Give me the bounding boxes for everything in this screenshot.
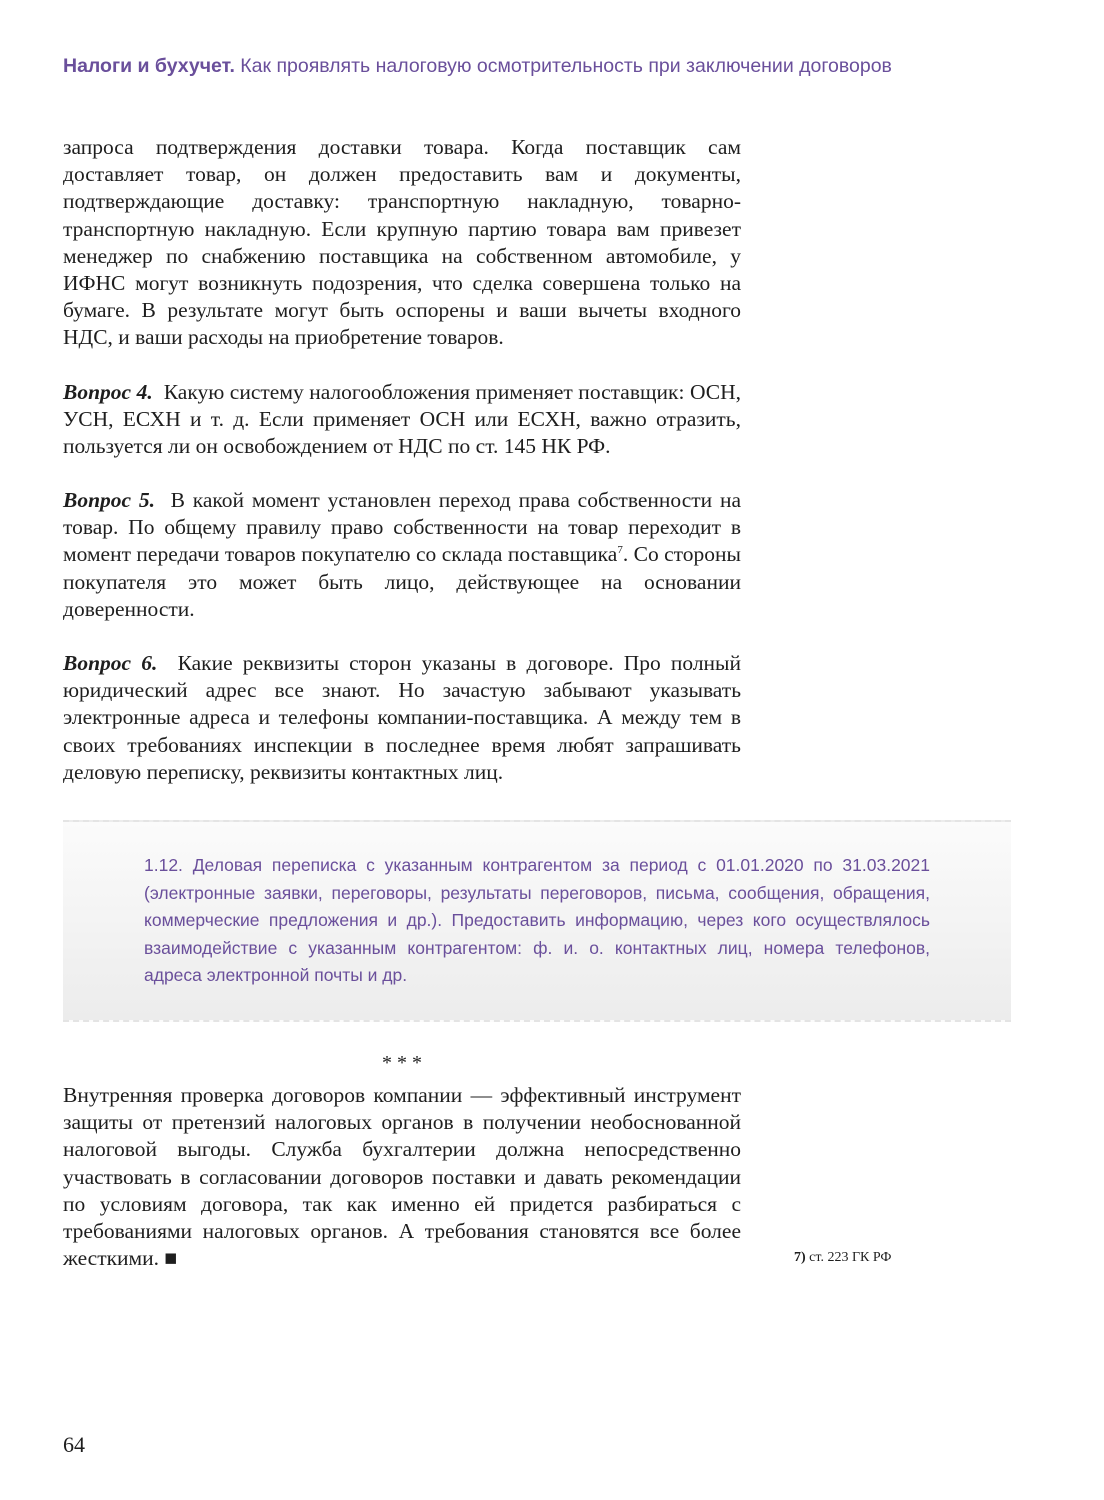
question-5-text-end: . Со стороны покупателя это может быть лицо, действующее на основании доверенности. xyxy=(63,542,741,621)
footnote-ref[interactable]: 7 xyxy=(617,544,623,557)
intro-paragraph: запроса подтверждения доставки товара. Когда поставщик сам доставляет товар, он должен предоставить вам и документы, подтверждающие доставку: транспортную накладную, товарно-транспортную накладную. Если крупную партию товара вам привезет менеджер по снабжению поставщика на собственном автомобиле, у ИФНС могут возникнуть подозрения, что сделка совершена только на бумаге. В результате могут быть оспорены и ваши вычеты входного НДС, и ваши расходы на приобретение товаров. xyxy=(63,135,741,350)
question-4-paragraph xyxy=(63,379,741,461)
intro-paragraph-block xyxy=(63,134,741,352)
question-4-label: Вопрос 4. xyxy=(63,380,153,404)
question-4-text: Какую систему налогообложения применяет поставщик: ОСН, УСН, ЕСХН и т. д. Если применяет ОСН или ЕСХН, важно отразить, пользуется ли он освобождением от НДС по ст. 145 НК РФ. xyxy=(63,380,742,459)
question-6-label: Вопрос 6. xyxy=(63,651,158,675)
question-5-label: Вопрос 5. xyxy=(63,488,156,512)
conclusion-block xyxy=(63,1082,741,1272)
conclusion-text: Внутренняя проверка договоров компании — эффективный инструмент защиты от претензий налоговых органов в получении необоснованной налоговой выгоды. Служба бухгалтерии должна непосредственно участвовать в согласовании договоров поставки и давать рекомендации по условиям договора, так как именно ей придется разбираться с требованиями налоговых органов. А требования становятся все более жесткими. xyxy=(63,1083,741,1271)
conclusion-paragraph xyxy=(63,1082,741,1272)
footnote-text: ст. 223 ГК РФ xyxy=(809,1250,892,1265)
running-header xyxy=(63,55,1023,78)
question-6-block xyxy=(63,650,741,786)
footnote xyxy=(794,1250,892,1266)
header-title: Как проявлять налоговую осмотрительность при заключении договоров xyxy=(240,55,892,77)
section-separator: * * * xyxy=(382,1052,422,1074)
question-6-text: Какие реквизиты сторон указаны в договоре. Про полный юридический адрес все знают. Но зачастую забывают указывать электронные адреса и телефоны компании-поставщика. А между тем в своих требованиях инспекции в последнее время любят запрашивать деловую переписку, реквизиты контактных лиц. xyxy=(63,651,742,784)
footnote-number: 7) xyxy=(794,1250,806,1265)
header-section: Налоги и бухучет. xyxy=(63,55,235,77)
question-4-block xyxy=(63,379,741,461)
page-number: 64 xyxy=(63,1432,85,1457)
question-6-paragraph xyxy=(63,650,741,786)
end-mark-icon: ■ xyxy=(164,1246,178,1271)
question-5-block xyxy=(63,487,741,623)
question-5-text: В какой момент установлен переход права собственности на товар. По общему правилу право собственности на товар переходит в момент передачи товаров покупателю со склада поставщика xyxy=(63,488,741,567)
question-5-paragraph xyxy=(63,487,741,623)
requirement-quote: 1.12. Деловая переписка с указанным контрагентом за период с 01.01.2020 по 31.03.2021 (электронные заявки, переговоры, результаты переговоров, письма, сообщения, обращения, коммерческие предложения и др.). Предоставить информацию, через кого осуществлялось взаимодействие с указанным контрагентом: ф. и. о. контактных лиц, номера телефонов, адреса электронной почты и др. xyxy=(144,855,930,985)
